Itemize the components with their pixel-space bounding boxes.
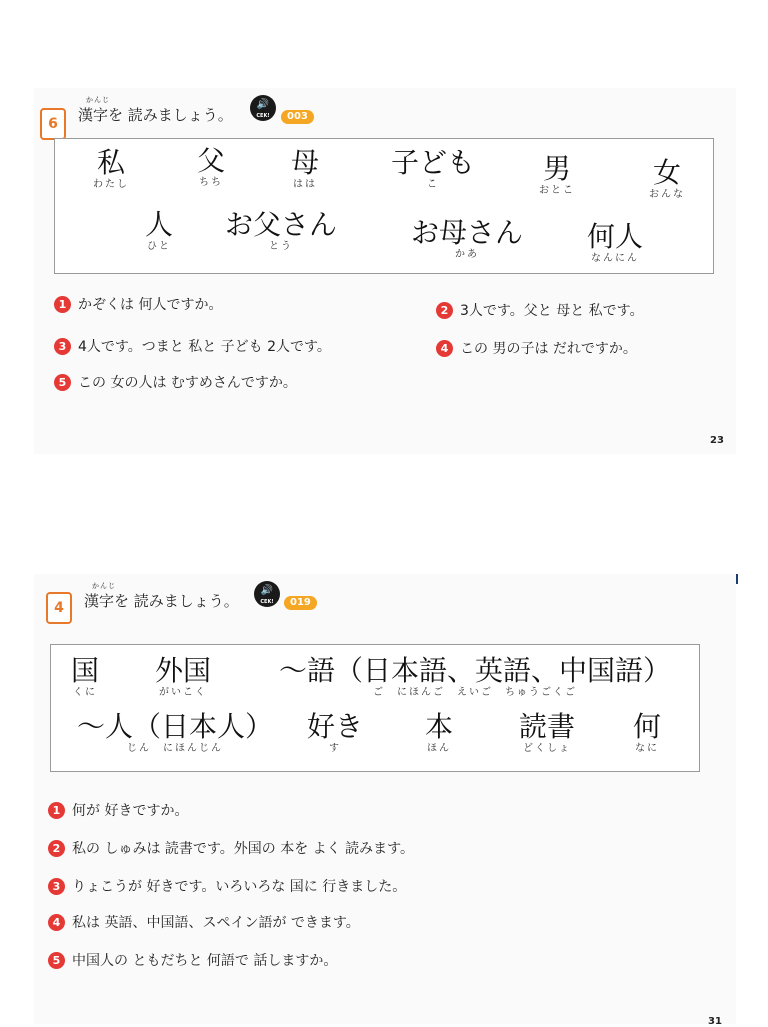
- section-title: [78, 96, 233, 125]
- question-4: 4 この 男の子は だれですか。: [436, 338, 637, 358]
- vocab-item: 女 おんな: [649, 156, 685, 200]
- section-number-badge: 6: [40, 108, 66, 140]
- audio-track-badge[interactable]: 019: [284, 596, 317, 610]
- vocab-item: 人 ひと: [145, 208, 174, 252]
- section-number-badge: 4: [46, 592, 72, 624]
- textbook-page-31: [34, 574, 736, 1027]
- vocab-item: 私 わたし: [93, 146, 129, 190]
- question-2: 2 私の しゅみは 読書です。外国の 本を よく 読みます。: [48, 838, 414, 858]
- vocab-item: ～語（日本語、英語、中国語） ご にほんご えいご ちゅうごくご: [279, 654, 672, 698]
- vocab-item: 本 ほん: [425, 710, 454, 754]
- vocab-item: 何人 なんにん: [587, 220, 644, 264]
- question-2: 2 3人です。父と 母と 私です。: [436, 300, 644, 320]
- vocab-item: 父 ちち: [197, 144, 226, 188]
- cd-label: CEK!: [260, 599, 274, 605]
- question-5: 5 この 女の人は むすめさんですか。: [54, 372, 297, 392]
- vocab-item: 何 なに: [633, 710, 662, 754]
- question-3: 3 4人です。つまと 私と 子ども 2人です。: [54, 336, 331, 356]
- question-4: 4 私は 英語、中国語、スペイン語が できます。: [48, 912, 360, 932]
- vocab-item: 母 はは: [291, 146, 320, 190]
- audio-cd-icon[interactable]: 🔊 CEK!: [254, 581, 280, 607]
- page-number: 31: [708, 1016, 722, 1027]
- vocab-item: ～人（日本人） じん にほんじん: [77, 710, 274, 754]
- vocab-item: 男 おとこ: [539, 152, 575, 196]
- audio-track-badge[interactable]: 003: [281, 110, 314, 124]
- vocab-item: 子ども こ: [391, 146, 476, 190]
- section-title-text: 漢字を 読みましょう。: [84, 592, 239, 610]
- vocab-item: 好き す: [307, 710, 364, 754]
- kanji-vocabulary-box: [50, 644, 700, 772]
- section-title: [84, 582, 239, 611]
- vocab-item: 読書 どくしょ: [519, 710, 576, 754]
- title-furigana: かんじ: [86, 96, 110, 104]
- textbook-page-23: [34, 88, 736, 454]
- title-furigana: かんじ: [92, 582, 116, 590]
- kanji-vocabulary-box: [54, 138, 714, 274]
- question-5: 5 中国人の ともだちと 何語で 話しますか。: [48, 950, 337, 970]
- vocab-item: 国 くに: [71, 654, 100, 698]
- audio-cd-icon[interactable]: 🔊 CEK!: [250, 95, 276, 121]
- vocab-item: 外国 がいこく: [155, 654, 212, 698]
- question-1: 1 かぞくは 何人ですか。: [54, 294, 222, 314]
- vocab-item: お父さん とう: [225, 208, 338, 252]
- vocab-item: お母さん かあ: [411, 216, 524, 260]
- cd-label: CEK!: [256, 113, 270, 119]
- section-title-text: 漢字を 読みましょう。: [78, 106, 233, 124]
- page-number: 23: [710, 435, 724, 446]
- question-1: 1 何が 好きですか。: [48, 800, 188, 820]
- question-3: 3 りょこうが 好きです。いろいろな 国に 行きました。: [48, 876, 406, 896]
